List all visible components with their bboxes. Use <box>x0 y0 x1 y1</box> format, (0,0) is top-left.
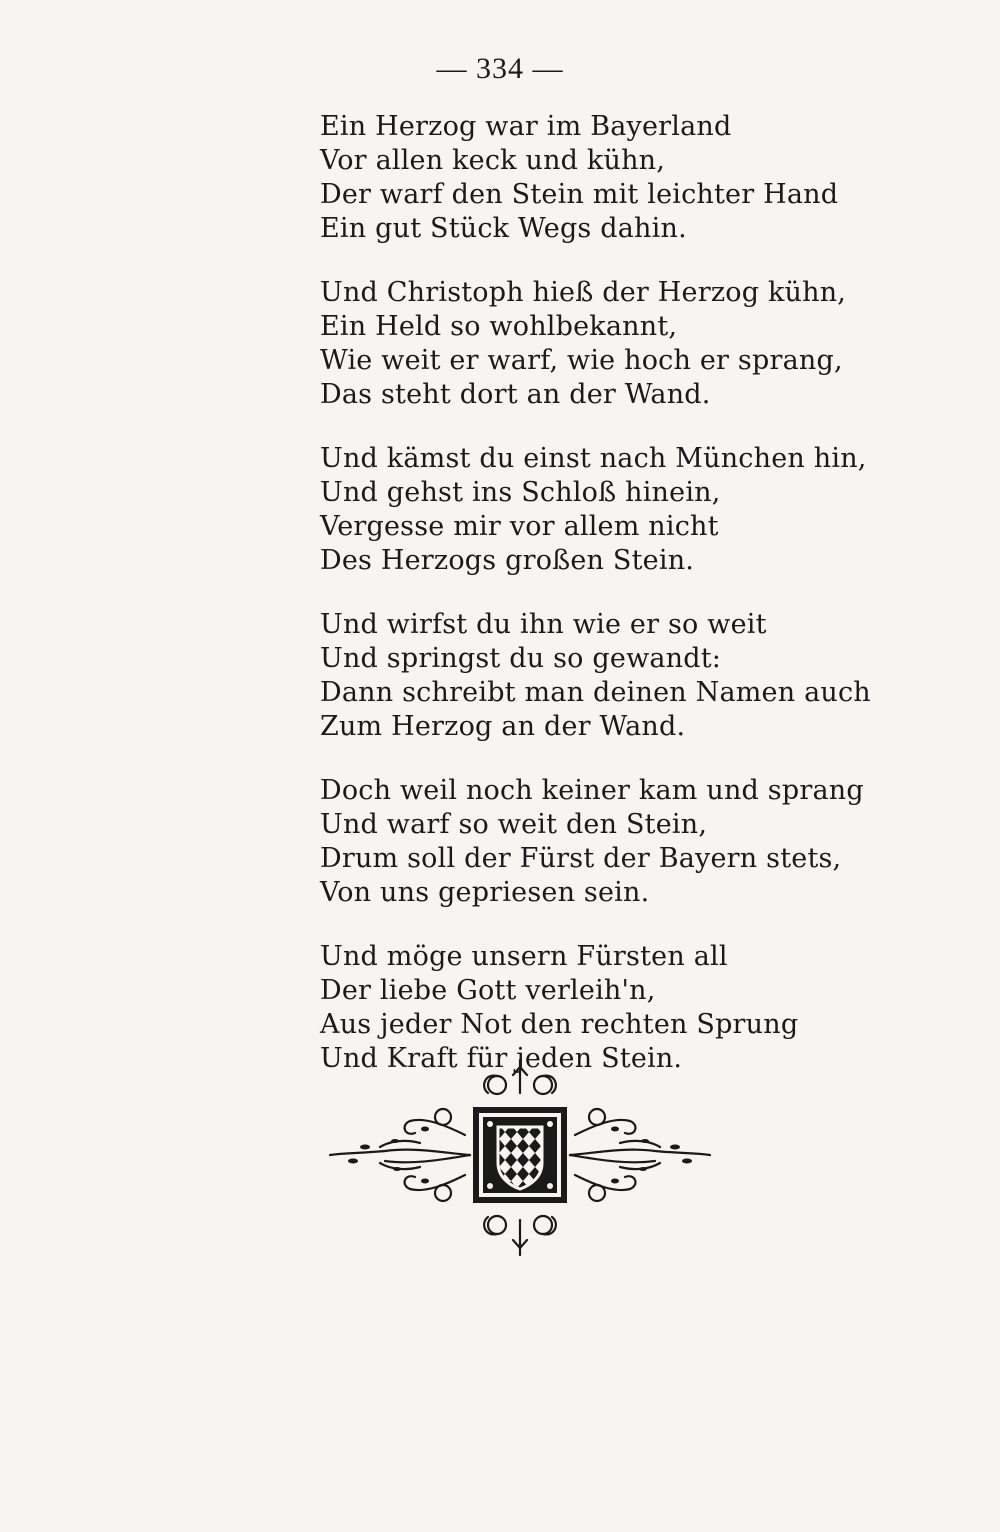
stanza-3 <box>320 442 867 578</box>
poem-line: Ein Held so wohlbekannt, <box>320 311 678 342</box>
poem-line: Zum Herzog an der Wand. <box>320 711 686 742</box>
poem-line: Und warf so weit den Stein, <box>320 809 708 840</box>
page-number: — 334 — <box>436 52 564 85</box>
poem-line: Und möge unsern Fürsten all <box>320 941 728 972</box>
poem-line: Der warf den Stein mit leichter Hand <box>320 179 839 210</box>
poem-line: Und springst du so gewandt: <box>320 643 722 674</box>
poem-line: Von uns gepriesen sein. <box>320 877 650 908</box>
stanza-2 <box>320 276 847 412</box>
poem-line: Drum soll der Fürst der Bayern stets, <box>320 843 842 874</box>
poem-line: Vor allen keck und kühn, <box>320 145 666 176</box>
stanza-4 <box>320 608 871 744</box>
poem-line: Des Herzogs großen Stein. <box>320 545 695 576</box>
poem-line: Das steht dort an der Wand. <box>320 379 711 410</box>
stanza-5 <box>320 774 864 910</box>
poem-line: Wie weit er warf, wie hoch er sprang, <box>320 345 843 376</box>
poem-line: Dann schreibt man deinen Namen auch <box>320 677 871 708</box>
poem-line: Und wirfst du ihn wie er so weit <box>320 609 767 640</box>
poem-line: Ein Herzog war im Bayerland <box>320 111 732 142</box>
poem-line: Und Kraft für jeden Stein. <box>320 1043 683 1074</box>
poem-line: Und Christoph hieß der Herzog kühn, <box>320 277 847 308</box>
poem-line: Und gehst ins Schloß hinein, <box>320 477 721 508</box>
poem-line: Vergesse mir vor allem nicht <box>320 511 719 542</box>
poem-line: Ein gut Stück Wegs dahin. <box>320 213 687 244</box>
poem-line: Aus jeder Not den rechten Sprung <box>320 1009 799 1040</box>
poem-line: Und kämst du einst nach München hin, <box>320 443 867 474</box>
poem-line: Doch weil noch keiner kam und sprang <box>320 775 864 806</box>
poem <box>320 110 871 1106</box>
bavarian-coat-of-arms-vignette-icon <box>325 1055 715 1260</box>
poem-line: Der liebe Gott verleih'n, <box>320 975 656 1006</box>
stanza-1 <box>320 110 839 246</box>
